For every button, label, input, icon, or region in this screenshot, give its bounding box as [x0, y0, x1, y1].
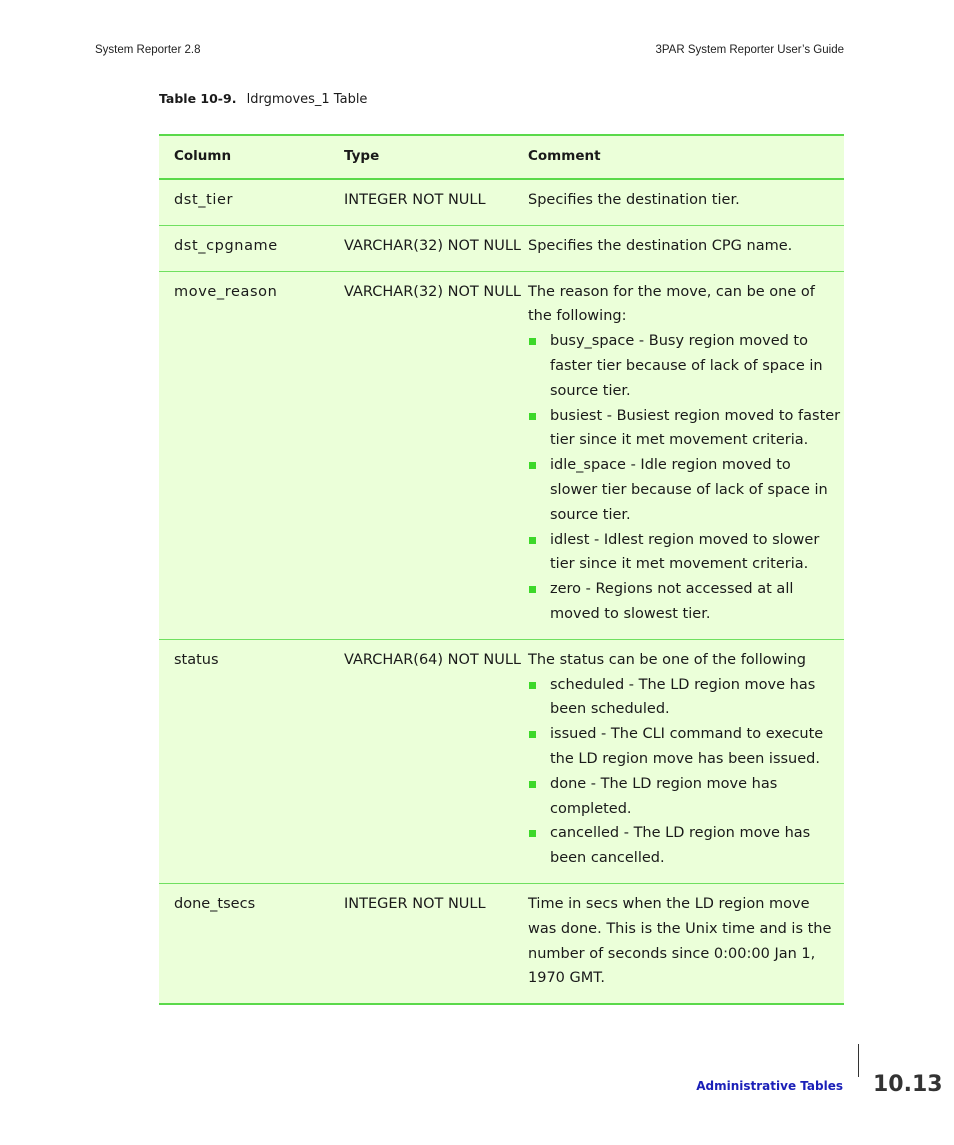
bullet-text: idlest - Idlest region moved to slower tier since it met movement criteria.: [550, 531, 820, 573]
cell-comment: [528, 180, 844, 225]
running-header-right: 3PAR System Reporter User’s Guide: [655, 44, 844, 56]
table-header-row: [159, 136, 844, 180]
table-caption-title: ldrgmoves_1 Table: [246, 92, 368, 107]
square-bullet-icon: [529, 413, 536, 420]
comment-bullet-item: [528, 722, 842, 772]
comment-bullet-item: [528, 673, 842, 723]
cell-column-name: dst_tier: [174, 192, 234, 208]
column-header-type: Type: [344, 147, 380, 164]
comment-text: Time in secs when the LD region move was done. This is the Unix time and is the number of seconds since 0:00:00 Jan 1, 1970 GMT.: [528, 895, 832, 987]
cell-column-name: status: [174, 651, 219, 668]
square-bullet-icon: [529, 462, 536, 469]
ldrgmoves-table: [159, 134, 844, 1005]
cell-type: VARCHAR(32) NOT NULL: [344, 283, 522, 300]
table-caption-number: Table 10-9.: [159, 91, 237, 106]
table-row: [159, 640, 844, 884]
bullet-text: idle_space - Idle region moved to slower tier because of lack of space in source tier.: [550, 457, 828, 523]
comment-text: The status can be one of the following: [528, 651, 806, 668]
square-bullet-icon: [529, 781, 536, 788]
comment-bullet-list: [528, 329, 842, 627]
cell-comment: [528, 884, 844, 1003]
bullet-text: busiest - Busiest region moved to faster tier since it met movement criteria.: [550, 407, 841, 449]
cell-type: INTEGER NOT NULL: [344, 192, 486, 208]
bullet-text: done - The LD region move has completed.: [550, 775, 778, 817]
footer-section-title: Administrative Tables: [696, 1079, 843, 1093]
footer-divider: [858, 1044, 859, 1077]
comment-bullet-item: [528, 821, 842, 871]
comment-text: Specifies the destination tier.: [528, 192, 740, 208]
column-header-comment: Comment: [528, 147, 601, 164]
cell-comment: [528, 226, 844, 271]
cell-comment: [528, 272, 844, 639]
page-number: 10.13: [873, 1072, 943, 1097]
comment-text: The reason for the move, can be one of the following:: [528, 283, 815, 325]
bullet-text: zero - Regions not accessed at all moved to slowest tier.: [550, 581, 794, 622]
comment-bullet-list: [528, 673, 842, 871]
bullet-text: cancelled - The LD region move has been cancelled.: [550, 825, 811, 867]
cell-column-name: done_tsecs: [174, 895, 256, 912]
square-bullet-icon: [529, 537, 536, 544]
square-bullet-icon: [529, 830, 536, 837]
bullet-text: busy_space - Busy region moved to faster tier because of lack of space in source tier.: [550, 333, 823, 399]
comment-bullet-item: [528, 404, 842, 454]
cell-type: VARCHAR(32) NOT NULL: [344, 237, 522, 254]
cell-comment: [528, 640, 844, 883]
cell-column-name: dst_cpgname: [174, 237, 278, 254]
square-bullet-icon: [529, 586, 536, 593]
square-bullet-icon: [529, 682, 536, 689]
cell-column-name: move_reason: [174, 283, 278, 300]
table-row: [159, 180, 844, 226]
comment-text: Specifies the destination CPG name.: [528, 237, 793, 254]
table-row: [159, 226, 844, 272]
comment-bullet-item: [528, 329, 842, 403]
comment-bullet-item: [528, 577, 842, 627]
comment-bullet-item: [528, 528, 842, 578]
comment-bullet-item: [528, 453, 842, 527]
cell-type: VARCHAR(64) NOT NULL: [344, 651, 522, 668]
table-row: [159, 884, 844, 1003]
bullet-text: issued - The CLI command to execute the LD region move has been issued.: [550, 726, 824, 767]
comment-bullet-item: [528, 772, 842, 822]
square-bullet-icon: [529, 338, 536, 345]
cell-type: INTEGER NOT NULL: [344, 895, 486, 912]
table-row: [159, 272, 844, 640]
table-caption: [159, 91, 367, 107]
bullet-text: scheduled - The LD region move has been scheduled.: [550, 676, 816, 718]
square-bullet-icon: [529, 731, 536, 738]
running-header-left: System Reporter 2.8: [95, 44, 201, 56]
column-header-column: Column: [174, 147, 232, 164]
